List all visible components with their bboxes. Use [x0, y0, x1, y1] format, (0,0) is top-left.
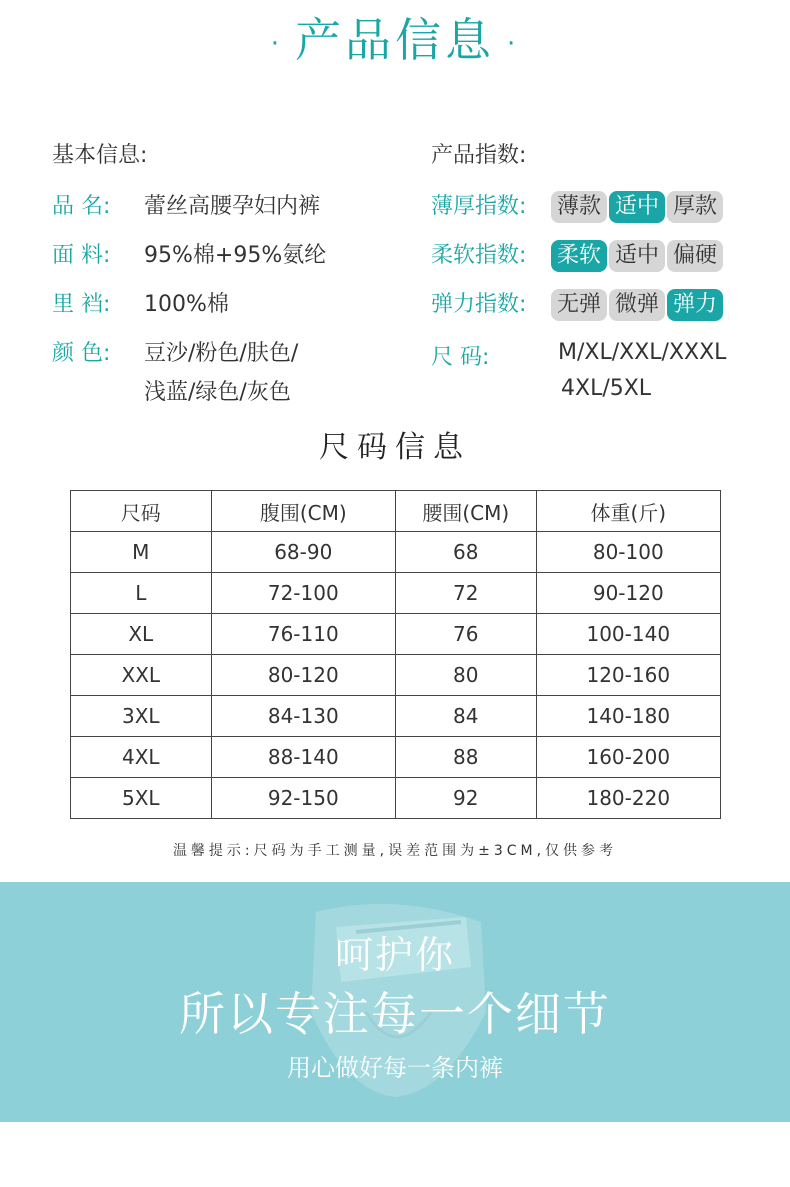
basic-info-label: 基本信息:	[52, 143, 148, 168]
cell-waist: 92	[395, 778, 536, 819]
cell-belly: 68-90	[211, 532, 395, 573]
softness-tag-medium: 适中	[609, 240, 665, 272]
name-row	[52, 192, 320, 222]
softness-row	[431, 240, 725, 272]
cell-size: XXL	[71, 655, 212, 696]
table-row	[71, 696, 721, 737]
cell-weight: 80-100	[536, 532, 720, 573]
thickness-tag-medium: 适中	[609, 191, 665, 223]
cell-waist: 80	[395, 655, 536, 696]
elastic-tag-elastic: 弹力	[667, 289, 723, 321]
color-value-line2: 浅蓝/绿色/灰色	[144, 380, 291, 405]
elastic-tag-slight: 微弹	[609, 289, 665, 321]
size-table	[70, 490, 721, 819]
elastic-key: 弹力指数:	[431, 292, 527, 317]
page-title	[0, 10, 790, 74]
table-row	[71, 655, 721, 696]
table-header-row	[71, 491, 721, 532]
cell-waist: 84	[395, 696, 536, 737]
cell-size: M	[71, 532, 212, 573]
title-dot-right: ·	[507, 28, 520, 59]
fabric-value: 95%棉+95%氨纶	[144, 243, 327, 268]
cell-belly: 80-120	[211, 655, 395, 696]
header-belly: 腹围(CM)	[211, 491, 395, 532]
cell-size: XL	[71, 614, 212, 655]
cell-waist: 68	[395, 532, 536, 573]
name-value: 蕾丝高腰孕妇内裤	[144, 194, 321, 219]
elastic-row	[431, 289, 725, 321]
fabric-row	[52, 241, 326, 271]
banner-line-1: 呵护你	[334, 933, 455, 977]
cell-weight: 140-180	[536, 696, 720, 737]
cell-weight: 180-220	[536, 778, 720, 819]
banner-line-3: 用心做好每一条内裤	[287, 1054, 503, 1082]
thickness-tag-thin: 薄款	[551, 191, 607, 223]
table-row	[71, 573, 721, 614]
product-index-label: 产品指数:	[431, 143, 527, 168]
size-value-line1: M/XL/XXL/XXXL	[558, 340, 727, 365]
softness-tag-hard: 偏硬	[667, 240, 723, 272]
cell-waist: 88	[395, 737, 536, 778]
cell-size: 5XL	[71, 778, 212, 819]
color-key: 颜 色:	[52, 341, 111, 366]
cell-belly: 92-150	[211, 778, 395, 819]
cell-size: L	[71, 573, 212, 614]
cell-waist: 72	[395, 573, 536, 614]
cell-waist: 76	[395, 614, 536, 655]
cell-belly: 72-100	[211, 573, 395, 614]
table-row	[71, 614, 721, 655]
thickness-key: 薄厚指数:	[431, 194, 527, 219]
elastic-tag-none: 无弹	[551, 289, 607, 321]
fabric-key: 面 料:	[52, 243, 111, 268]
thickness-tag-thick: 厚款	[667, 191, 723, 223]
lining-key: 里 裆:	[52, 292, 111, 317]
name-key: 品 名:	[52, 194, 111, 219]
title-text: 产品信息	[295, 13, 495, 67]
cell-size: 4XL	[71, 737, 212, 778]
table-row	[71, 532, 721, 573]
cell-belly: 76-110	[211, 614, 395, 655]
cell-size: 3XL	[71, 696, 212, 737]
lining-value: 100%棉	[144, 292, 229, 317]
cell-weight: 120-160	[536, 655, 720, 696]
size-value-line2: 4XL/5XL	[561, 376, 652, 401]
color-row	[52, 339, 298, 369]
measurement-tip: 温馨提示:尺码为手工测量,误差范围为±3CM,仅供参考	[172, 843, 618, 859]
header-weight: 体重(斤)	[536, 491, 720, 532]
size-key: 尺 码:	[431, 345, 490, 370]
cell-weight: 90-120	[536, 573, 720, 614]
table-row	[71, 737, 721, 778]
table-row	[71, 778, 721, 819]
title-dot-left: ·	[270, 28, 283, 59]
color-value-line1: 豆沙/粉色/肤色/	[144, 341, 299, 366]
header-waist: 腰围(CM)	[395, 491, 536, 532]
softness-tag-soft: 柔软	[551, 240, 607, 272]
cell-weight: 160-200	[536, 737, 720, 778]
thickness-row	[431, 191, 725, 223]
banner-line-2: 所以专注每一个细节	[179, 987, 611, 1041]
cell-belly: 88-140	[211, 737, 395, 778]
cell-belly: 84-130	[211, 696, 395, 737]
header-size: 尺码	[71, 491, 212, 532]
cell-weight: 100-140	[536, 614, 720, 655]
promo-banner	[0, 882, 790, 1122]
softness-key: 柔软指数:	[431, 243, 527, 268]
lining-row	[52, 290, 229, 320]
size-table-title: 尺码信息	[319, 430, 471, 465]
